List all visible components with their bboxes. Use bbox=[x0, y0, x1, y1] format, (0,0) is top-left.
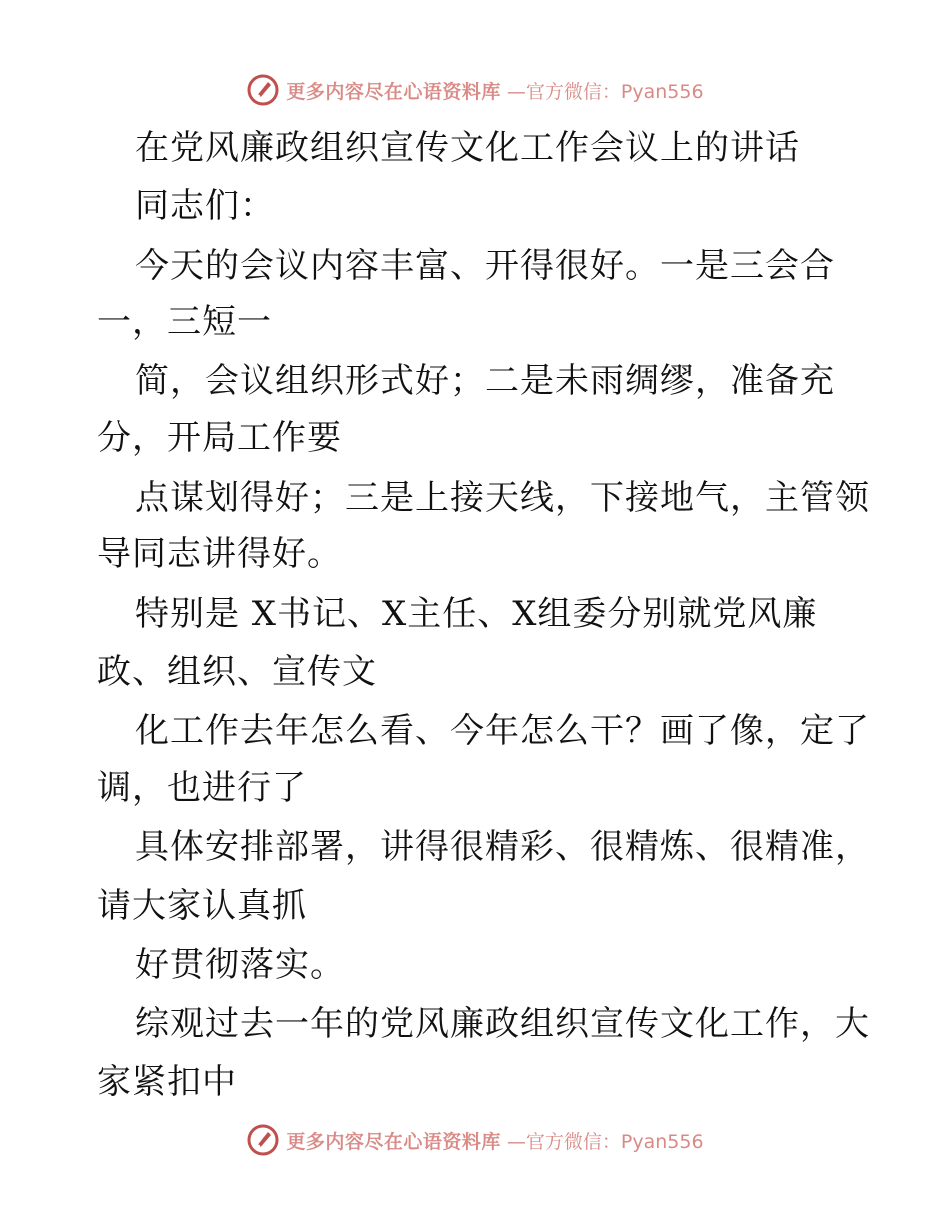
paragraph-line: 化工作去年怎么看、今年怎么干？画了像，定了 bbox=[135, 711, 870, 751]
footer-watermark bbox=[0, 1120, 950, 1160]
watermark-main-text: 更多内容尽在心语资料库 bbox=[286, 1130, 501, 1153]
watermark-main-text: 更多内容尽在心语资料库 bbox=[286, 80, 501, 103]
paragraph-line: 请大家认真抓 bbox=[97, 886, 307, 926]
paragraph-line: 特别是 X书记、X主任、X组委分别就党风廉 bbox=[135, 594, 818, 634]
quill-logo-icon bbox=[246, 1123, 280, 1157]
paragraph-line: 导同志讲得好。 bbox=[97, 534, 342, 574]
paragraph-line: 今天的会议内容丰富、开得很好。一是三会合 bbox=[135, 246, 835, 286]
paragraph-line: 家紧扣中 bbox=[97, 1062, 237, 1102]
watermark-sub-text: —官方微信：Pyan556 bbox=[506, 80, 704, 103]
header-watermark bbox=[0, 70, 950, 110]
salutation: 同志们： bbox=[135, 186, 275, 226]
document-title: 在党风廉政组织宣传文化工作会议上的讲话 bbox=[135, 128, 800, 168]
paragraph-line: 好贯彻落实。 bbox=[135, 945, 345, 985]
watermark-sub-text: —官方微信：Pyan556 bbox=[506, 1130, 704, 1153]
paragraph-line: 一，三短一 bbox=[97, 302, 272, 342]
paragraph-line: 具体安排部署，讲得很精彩、很精炼、很精准， bbox=[135, 827, 870, 867]
quill-logo-icon bbox=[246, 73, 280, 107]
paragraph-line: 简，会议组织形式好；二是未雨绸缪，准备充 bbox=[135, 361, 835, 401]
paragraph-line: 点谋划得好；三是上接天线，下接地气，主管领 bbox=[135, 478, 870, 518]
paragraph-line: 分，开局工作要 bbox=[97, 418, 342, 458]
paragraph-line: 综观过去一年的党风廉政组织宣传文化工作，大 bbox=[135, 1004, 870, 1044]
paragraph-line: 调，也进行了 bbox=[97, 768, 307, 808]
paragraph-line: 政、组织、宣传文 bbox=[97, 652, 377, 692]
